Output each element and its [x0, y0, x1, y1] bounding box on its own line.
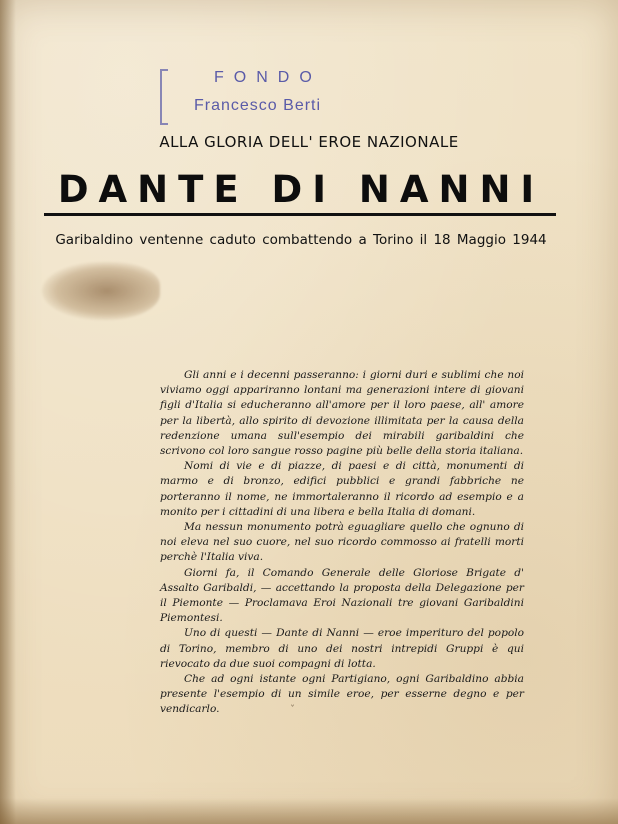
document-title: DANTE DI NANNI — [57, 168, 545, 211]
paragraph: Che ad ogni istante ogni Partigiano, ogni Garibaldino abbia presente l'esempio di un simile eroe, per esserne degno e per vendicarlo. — [160, 673, 524, 716]
page-bottom-wear — [0, 798, 618, 824]
paragraph: Giorni fa, il Comando Generale delle Gloriose Brigate d' Assalto Garibaldi, — accettando la proposta della Delegazione per il Piemonte — Proclamava Eroi Nazionali tre giovani Garibaldini Piemontesi. — [160, 566, 524, 625]
document-subtitle: Garibaldino ventenne caduto combattendo a Torino il 18 Maggio 1944 — [55, 232, 547, 248]
title-underline-rule — [44, 213, 556, 216]
archive-stamp — [150, 65, 390, 125]
stamp-bracket-mark — [160, 69, 168, 125]
paragraph: Uno di questi — Dante di Nanni — eroe imperituro del popolo di Torino, membro di uno dei nostri intrepidi Gruppi è qui rievocato da due suoi compagni di lotta. — [160, 627, 524, 670]
ink-stain — [42, 262, 160, 320]
page-edge-shadow — [0, 0, 16, 824]
paragraph: Ma nessun monumento potrà eguagliare quello che ognuno di noi eleva nel suo cuore, nel suo ricordo commosso ai fratelli morti perchè l'Italia viva. — [160, 521, 524, 564]
dedication-heading: ALLA GLORIA DELL' EROE NAZIONALE — [159, 133, 459, 151]
body-text — [160, 368, 524, 718]
stamp-owner-name: Francesco Berti — [194, 97, 322, 114]
pencil-mark: ˇ — [290, 705, 295, 716]
stamp-fondo-label: FONDO — [214, 69, 322, 86]
paragraph: Gli anni e i decenni passeranno: i giorni duri e sublimi che noi viviamo oggi appariranno lontani ma generazioni intere di giovani figli d'Italia si educheranno all'amore per il loro paese, all' amore per la libertà, allo spirito di devozione illimitata per la causa della redenzione umana sull'esempio dei mirabili garibaldini che scrivono col loro sangue rosso pagine più belle della storia italiana. — [160, 369, 524, 458]
paragraph: Nomi di vie e di piazze, di paesi e di città, monumenti di marmo e di bronzo, edifici pubblici e grandi fabbriche ne porteranno il nome, ne immortaleranno il ricordo ad esempio e a monito per i cittadini di una libera e bella Italia di domani. — [160, 460, 524, 518]
